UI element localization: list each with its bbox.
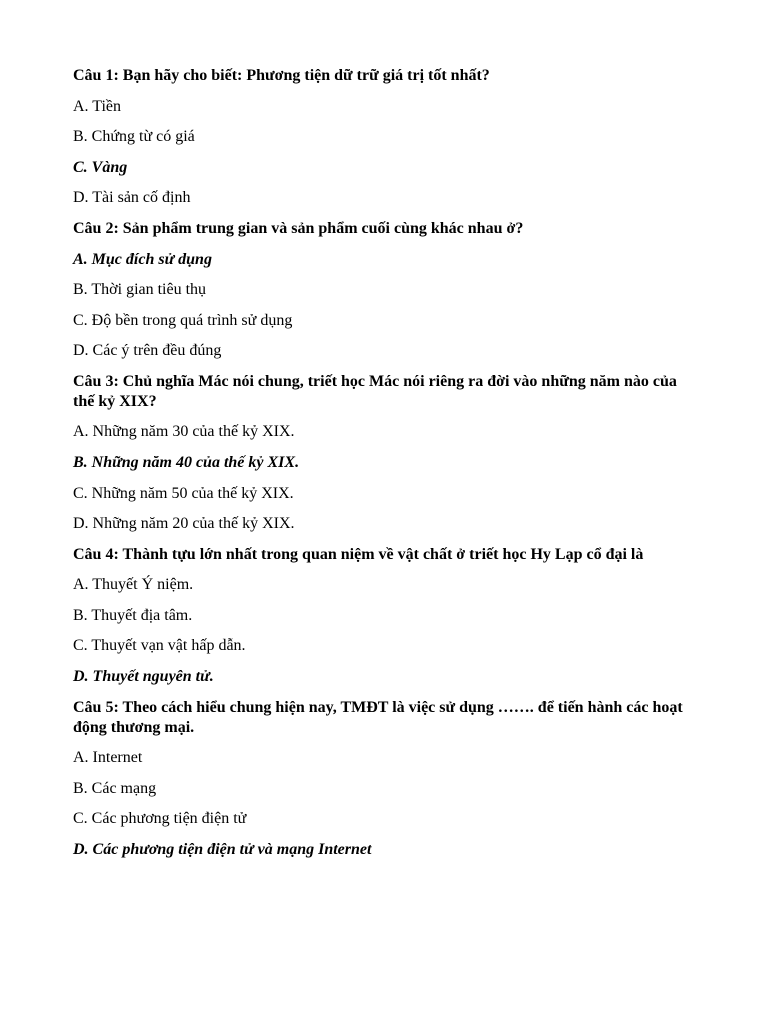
question-2-option-d: D. Các ý trên đều đúng xyxy=(73,342,222,360)
question-3-option-a: A. Những năm 30 của thế kỷ XIX. xyxy=(73,423,295,441)
question-2-option-c: C. Độ bền trong quá trình sử dụng xyxy=(73,311,293,329)
question-3: Câu 3: Chủ nghĩa Mác nói chung, triết học Mác nói riêng ra đời vào những năm nào của thế kỷ XIX? xyxy=(73,372,677,410)
question-5-option-a: A. Internet xyxy=(73,749,143,767)
question-4-option-a: A. Thuyết Ý niệm. xyxy=(73,576,194,594)
question-1-option-c-correct: C. Vàng xyxy=(73,158,128,176)
question-5-option-d-correct: D. Các phương tiện điện tử và mạng Internet xyxy=(73,840,372,858)
question-1-option-a: A. Tiền xyxy=(73,97,122,115)
question-4: Câu 4: Thành tựu lớn nhất trong quan niệm về vật chất ở triết học Hy Lạp cổ đại là xyxy=(73,545,644,563)
question-3-option-b-correct: B. Những năm 40 của thế kỷ XIX. xyxy=(73,453,300,471)
question-4-option-b: B. Thuyết địa tâm. xyxy=(73,606,193,624)
question-5-option-b: B. Các mạng xyxy=(73,779,157,797)
question-2-option-a-correct: A. Mục đích sử dụng xyxy=(73,250,212,268)
question-5: Câu 5: Theo cách hiểu chung hiện nay, TMĐT là việc sử dụng ……. để tiến hành các hoạt động thương mại. xyxy=(73,698,683,736)
question-4-option-d-correct: D. Thuyết nguyên tử. xyxy=(73,668,214,686)
question-5-option-c: C. Các phương tiện điện tử xyxy=(73,810,247,828)
question-1: Câu 1: Bạn hãy cho biết: Phương tiện dữ trữ giá trị tốt nhất? xyxy=(73,67,490,84)
question-4-option-c: C. Thuyết vạn vật hấp dẫn. xyxy=(73,637,246,655)
question-1-option-b: B. Chứng từ có giá xyxy=(73,128,195,146)
question-1-option-d: D. Tài sản cố định xyxy=(73,189,191,207)
question-2-option-b: B. Thời gian tiêu thụ xyxy=(73,281,207,299)
question-2: Câu 2: Sản phẩm trung gian và sản phẩm cuối cùng khác nhau ở? xyxy=(73,219,524,237)
question-3-option-c: C. Những năm 50 của thế kỷ XIX. xyxy=(73,484,294,502)
question-3-option-d: D. Những năm 20 của thế kỷ XIX. xyxy=(73,515,295,533)
quiz-document xyxy=(73,66,688,870)
